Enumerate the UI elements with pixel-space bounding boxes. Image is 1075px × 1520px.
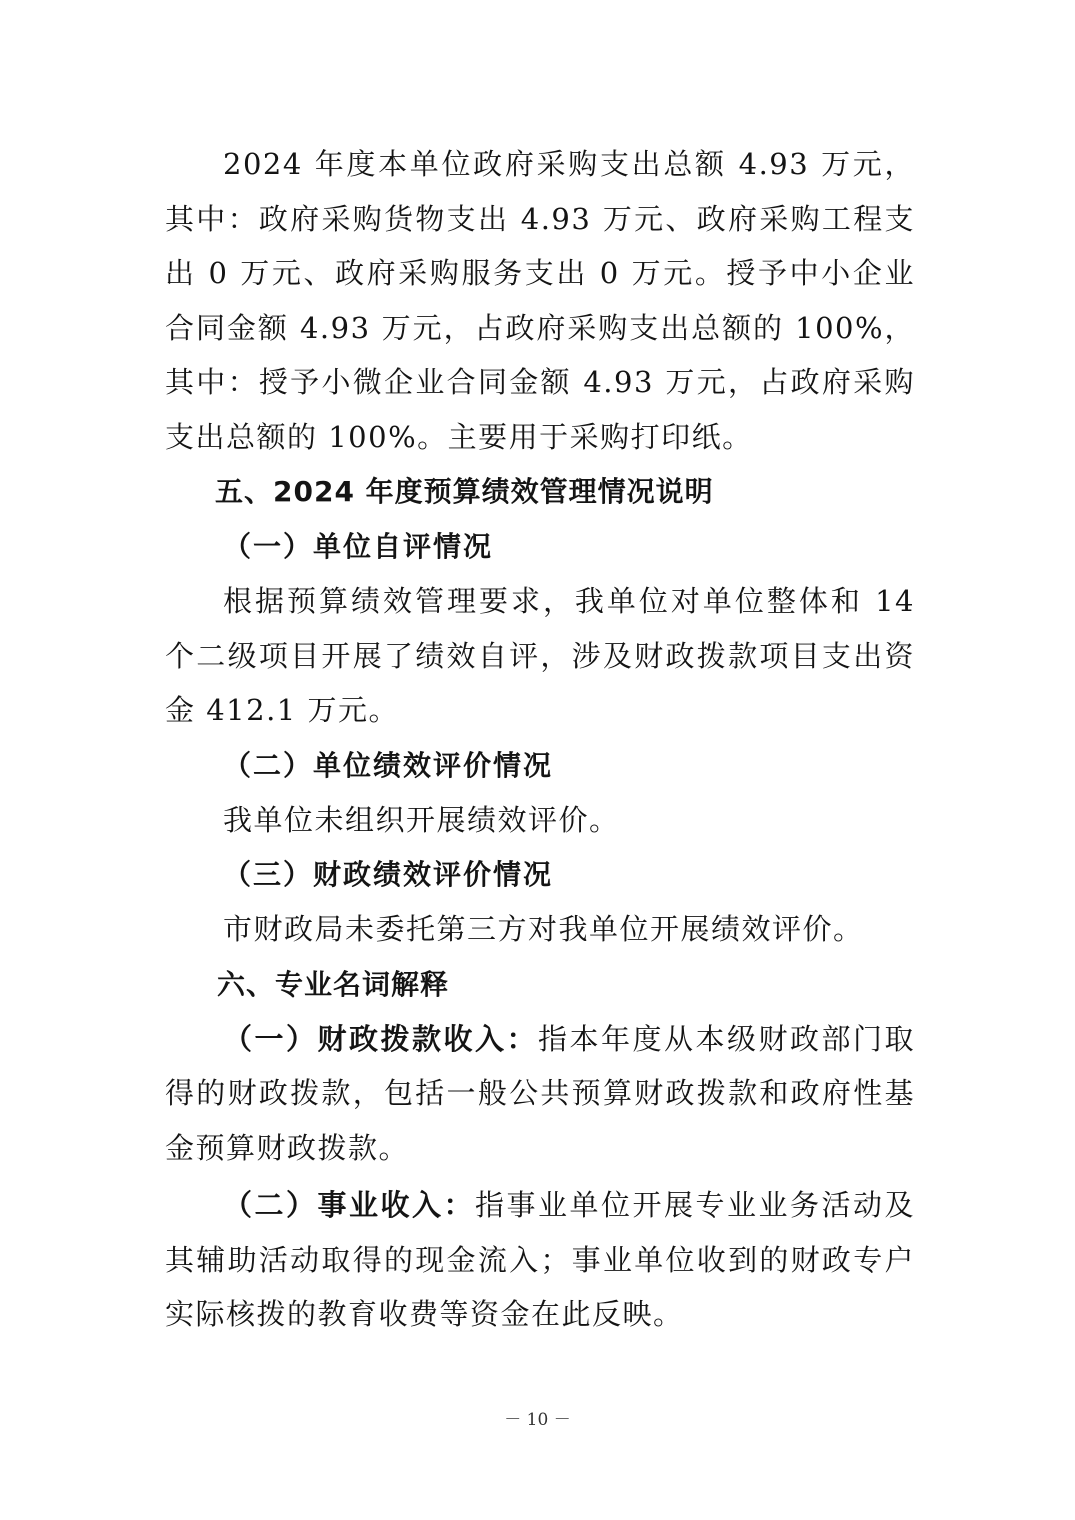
page-number: － 10 － [504,1410,571,1430]
procurement-paragraph: 2024 年度本单位政府采购支出总额 4.93 万元，其中：政府采购货物支出 4.93 万元、政府采购工程支出 0 万元、政府采购服务支出 0 万元。授予中小企业合同金额 4.93 万元，占政府采购支出总额的 100%，其中：授予小微企业合同金额 4.93 万元，占政府采购支出总额的 100%。主要用于采购打印纸。 [165,147,915,454]
section-heading-five: 五、2024 年度预算绩效管理情况说明 [215,475,714,508]
term-label: （二）事业收入： [223,1188,475,1222]
term-label: （一）财政拨款收入： [223,1021,538,1056]
finance-evaluation-paragraph: 市财政局未委托第三方对我单位开展绩效评价。 [223,912,864,946]
term-definition: 指本年度从本级财政部门取得的财政拨款，包括一般公共预算财政拨款和政府性基金预算财政拨款。 [165,1021,915,1165]
self-evaluation-paragraph: 根据预算绩效管理要求，我单位对单位整体和 14 个二级项目开展了绩效自评，涉及财政拨款项目支出资金 412.1 万元。 [165,584,915,727]
page-body [165,137,915,1342]
section-heading-six: 六、专业名词解释 [217,967,450,1001]
term-definition: 指事业单位开展专业业务活动及其辅助活动取得的现金流入；事业单位收到的财政专户实际核拨的教育收费等资金在此反映。 [165,1188,915,1331]
subheading-self-evaluation: （一）单位自评情况 [223,530,494,563]
unit-evaluation-paragraph: 我单位未组织开展绩效评价。 [223,802,620,837]
term-business-income [165,1178,915,1342]
subheading-unit-evaluation: （二）单位绩效评价情况 [223,748,554,782]
term-fiscal-appropriation [165,1012,915,1176]
subheading-finance-evaluation: （三）财政绩效评价情况 [223,858,554,891]
